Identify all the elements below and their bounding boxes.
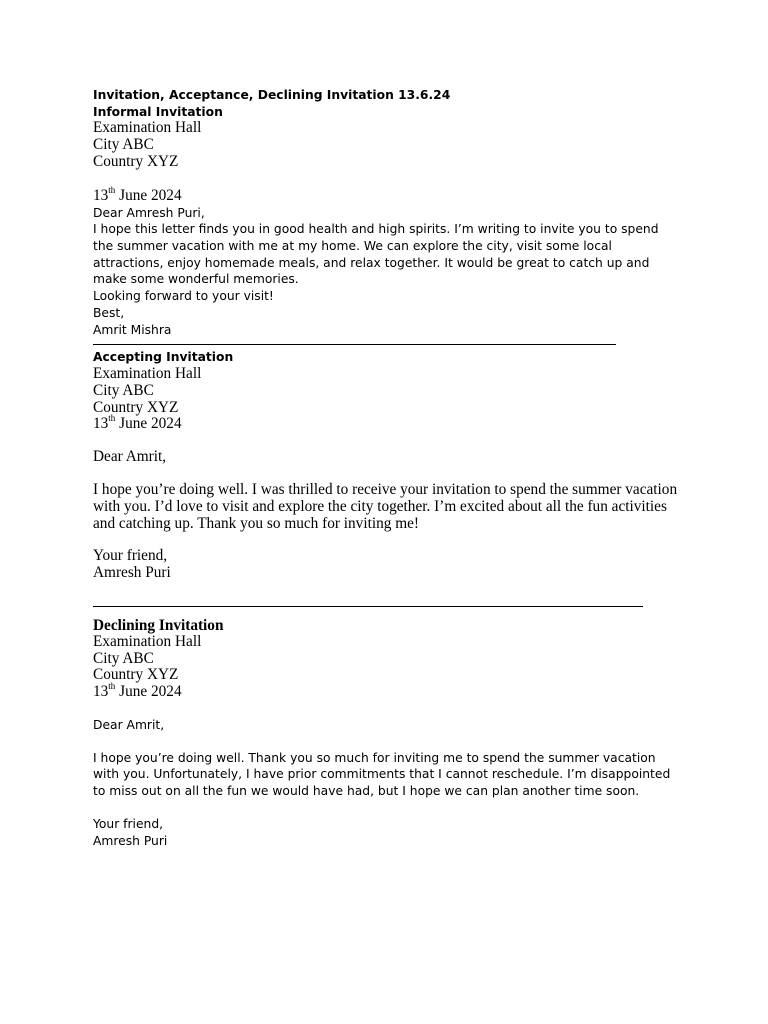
accepting-body: I hope you’re doing well. I was thrilled to receive your invitation to spend the summer vacation with you. I’d love to visit and explore the city together. I’m excited about all the fun activities and catching up. Thank you so much for inviting me! bbox=[93, 480, 678, 532]
date-suffix: th bbox=[108, 681, 116, 692]
accepting-signoff: Your friend, bbox=[93, 547, 168, 565]
declining-date bbox=[93, 681, 693, 701]
section-divider bbox=[93, 344, 616, 345]
date-day: 13 bbox=[93, 415, 109, 433]
declining-address bbox=[93, 634, 693, 684]
declining-salutation: Dear Amrit, bbox=[93, 718, 165, 733]
date-day: 13 bbox=[93, 186, 109, 204]
informal-date bbox=[93, 184, 693, 205]
accepting-invitation-section bbox=[93, 349, 693, 582]
address-line: Examination Hall bbox=[93, 119, 202, 137]
informal-salutation: Dear Amresh Puri, bbox=[93, 205, 205, 220]
informal-signature: Amrit Mishra bbox=[93, 322, 172, 337]
date-rest: June 2024 bbox=[115, 186, 182, 204]
accepting-signature: Amresh Puri bbox=[93, 564, 171, 582]
address-line: Examination Hall bbox=[93, 632, 202, 650]
declining-signoff: Your friend, bbox=[93, 816, 164, 831]
accepting-salutation: Dear Amrit, bbox=[93, 448, 167, 466]
declining-body: I hope you’re doing well. Thank you so much for inviting me to spend the summer vacation with you. Unfortunately, I have prior commitments that I cannot reschedule. I’m disappointed to miss out on all the fun we would have had, but I hope we can plan another time soon. bbox=[93, 750, 671, 799]
address-line: City ABC bbox=[93, 136, 154, 154]
declining-heading: Declining Invitation bbox=[93, 616, 224, 634]
address-line: Country XYZ bbox=[93, 153, 179, 170]
declining-signature: Amresh Puri bbox=[93, 833, 168, 848]
accepting-date bbox=[93, 413, 693, 433]
section-divider bbox=[93, 606, 643, 607]
address-line: City ABC bbox=[93, 649, 154, 667]
address-line: City ABC bbox=[93, 381, 154, 399]
address-line: Country XYZ bbox=[93, 398, 179, 416]
accepting-heading: Accepting Invitation bbox=[93, 350, 234, 365]
document-title: Invitation, Acceptance, Declining Invitation 13.6.24 bbox=[93, 88, 451, 102]
informal-body: I hope this letter finds you in good health and high spirits. I’m writing to invite you to spend the summer vacation with me at my home. We can explore the city, visit some local attractions, enjoy homemade meals, and relax together. It would be great to catch up and make some wonderful memories. bbox=[93, 222, 659, 287]
document-page bbox=[93, 87, 693, 849]
informal-heading: Informal Invitation bbox=[93, 104, 223, 119]
informal-invitation-section bbox=[93, 104, 693, 339]
date-suffix: th bbox=[108, 413, 116, 424]
date-rest: June 2024 bbox=[115, 683, 182, 701]
accepting-address bbox=[93, 366, 693, 416]
date-day: 13 bbox=[93, 683, 109, 701]
declining-invitation-section bbox=[93, 617, 693, 849]
informal-address bbox=[93, 120, 693, 170]
informal-closing-line: Looking forward to your visit! bbox=[93, 289, 274, 304]
date-suffix: th bbox=[108, 184, 116, 195]
date-rest: June 2024 bbox=[115, 415, 182, 433]
address-line: Examination Hall bbox=[93, 364, 202, 382]
informal-signoff: Best, bbox=[93, 305, 125, 320]
address-line: Country XYZ bbox=[93, 666, 179, 684]
